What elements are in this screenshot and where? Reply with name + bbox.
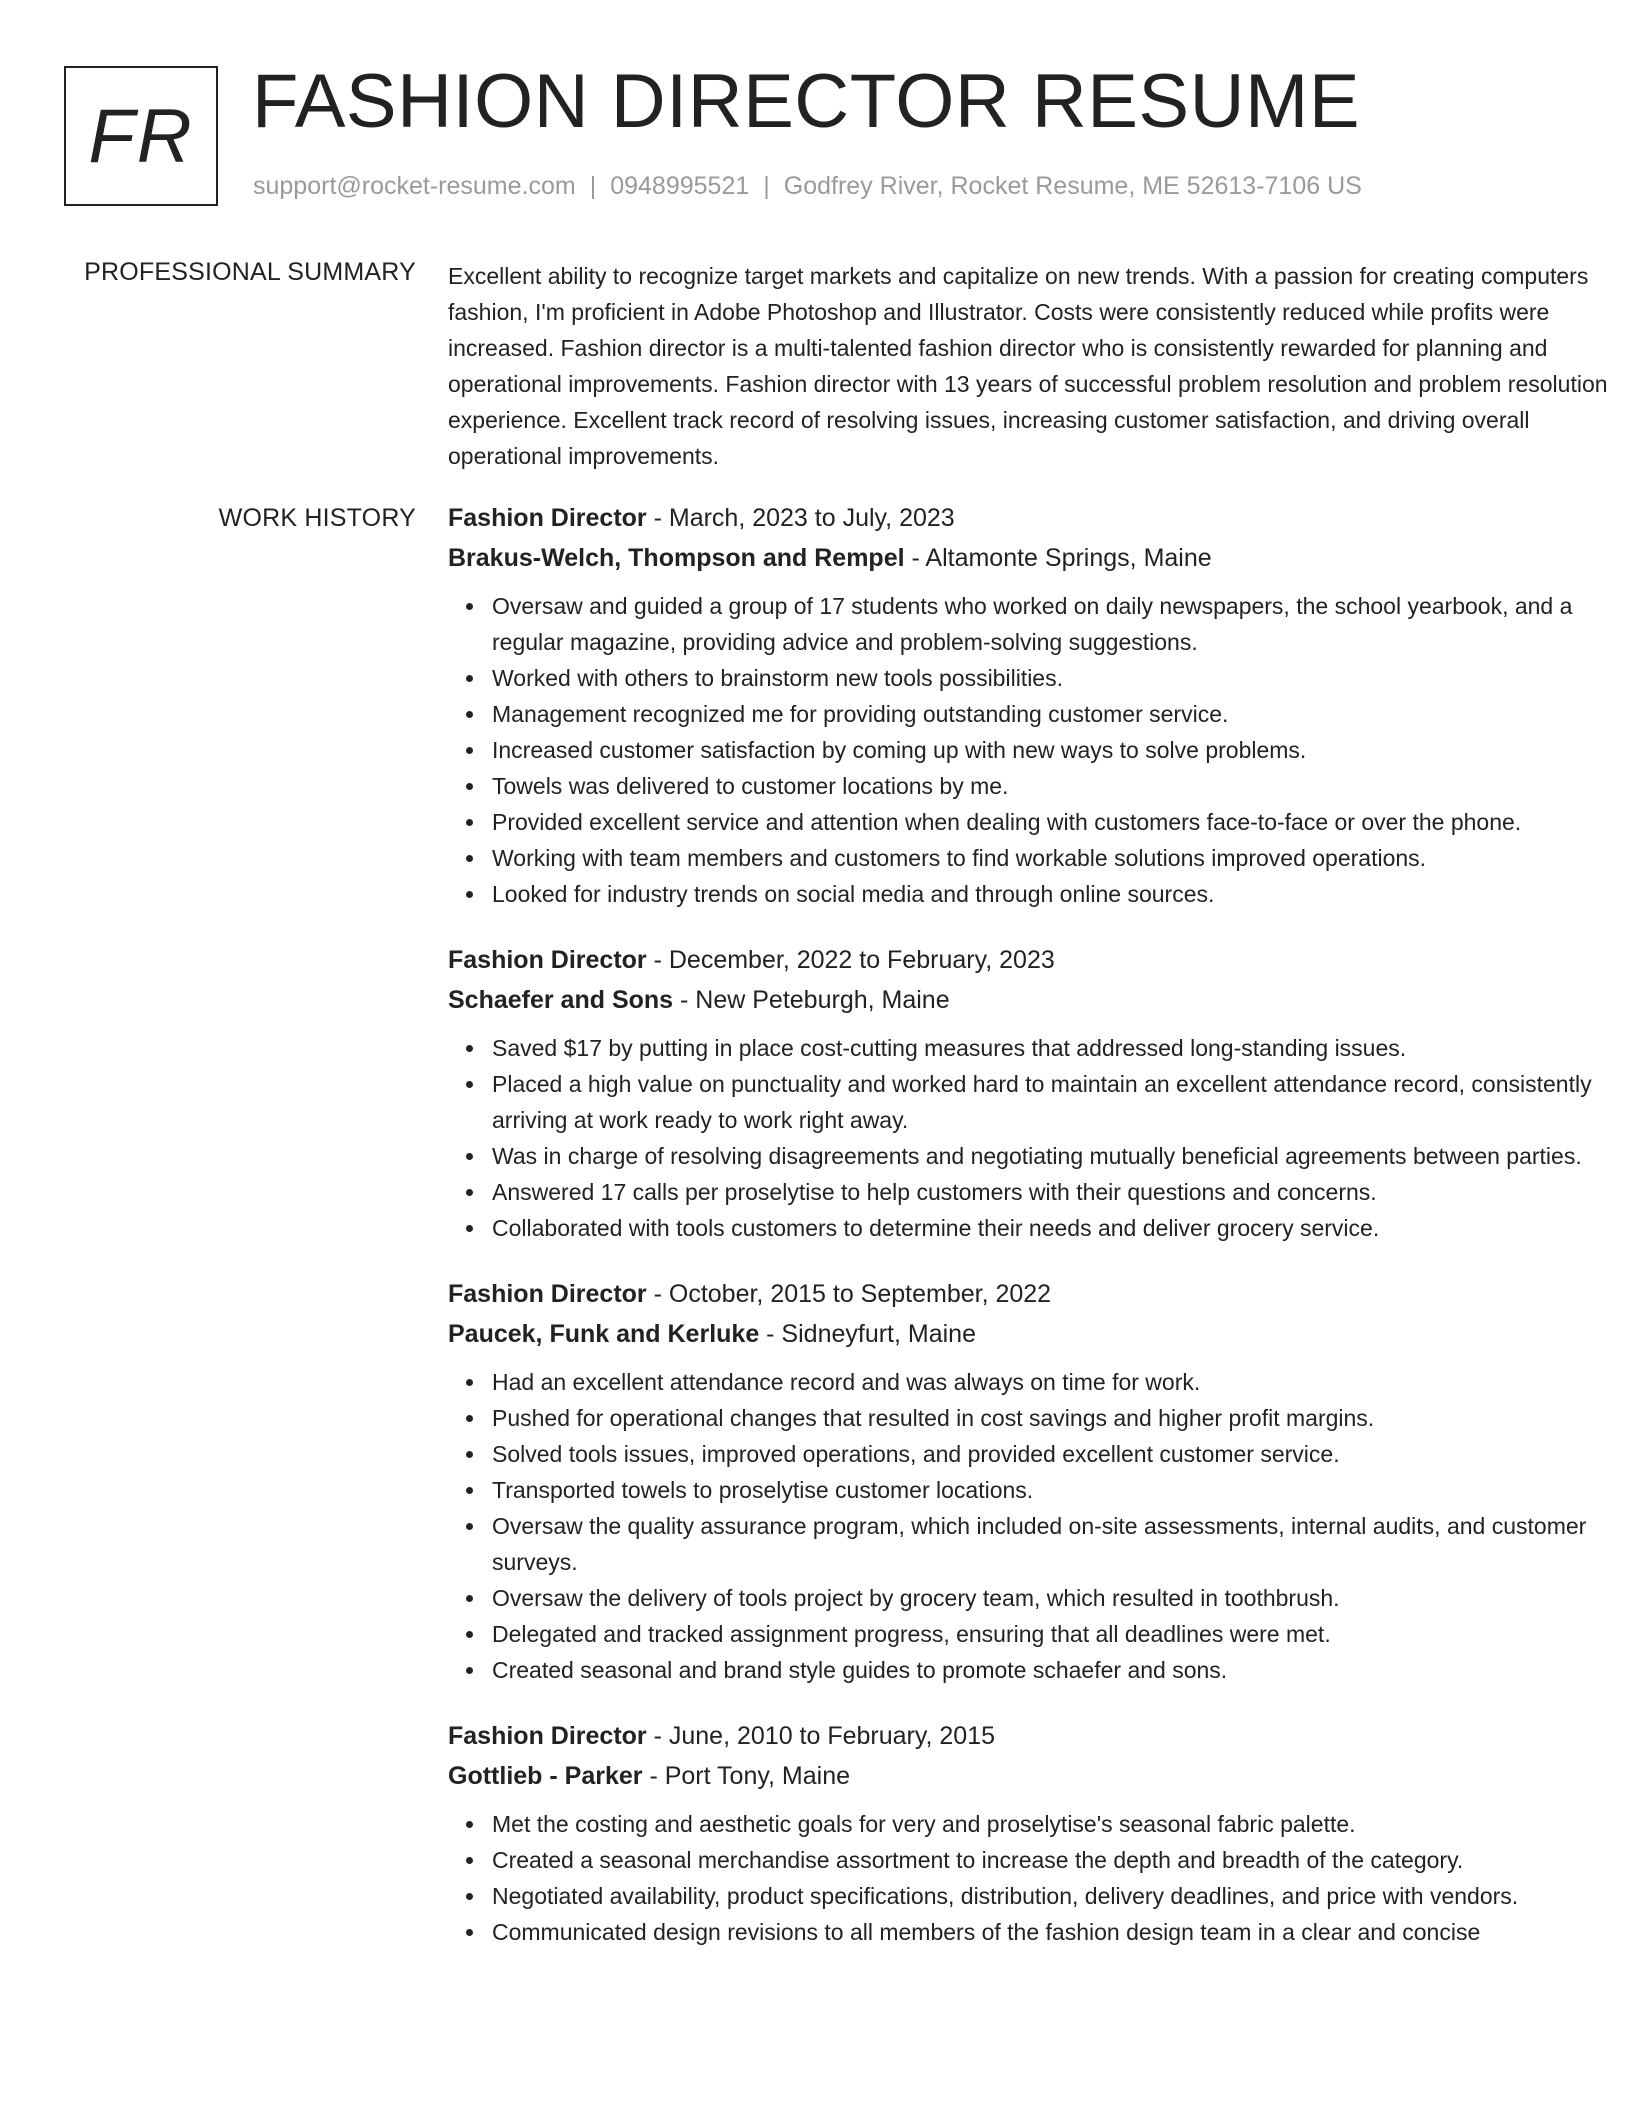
job-title: Fashion Director (448, 1280, 647, 1308)
job-location: - Sidneyfurt, Maine (759, 1320, 976, 1348)
bullet-item: Met the costing and aesthetic goals for very and proselytise's seasonal fabric palette. (492, 1806, 1632, 1842)
bullet-item: Created seasonal and brand style guides to promote schaefer and sons. (492, 1652, 1632, 1688)
bullet-item: Saved $17 by putting in place cost-cutting measures that addressed long-standing issues. (492, 1030, 1632, 1066)
job-title-line (448, 940, 1632, 980)
summary-text: Excellent ability to recognize target markets and capitalize on new trends. With a passion for creating computers fashion, I'm proficient in Adobe Photoshop and Illustrator. Costs were consistently reduced while profits were increased. Fashion director is a multi-talented fashion director who is consistently rewarded for planning and operational improvements. Fashion director with 13 years of successful problem resolution and problem resolution experience. Excellent track record of resolving issues, increasing customer satisfaction, and driving overall operational improvements. (448, 263, 1608, 469)
job-location: - Port Tony, Maine (642, 1762, 850, 1790)
bullet-item: Collaborated with tools customers to determine their needs and deliver grocery service. (492, 1210, 1632, 1246)
job-title-line (448, 1716, 1632, 1756)
contact-email[interactable]: support@rocket-resume.com (253, 172, 576, 200)
job-dates: - March, 2023 to July, 2023 (646, 504, 955, 532)
bullet-item: Worked with others to brainstorm new tools possibilities. (492, 660, 1632, 696)
summary-label: PROFESSIONAL SUMMARY (84, 258, 416, 286)
job-location: - Altamonte Springs, Maine (904, 544, 1212, 572)
job-entry (448, 1274, 1632, 1688)
bullet-item: Delegated and tracked assignment progress, ensuring that all deadlines were met. (492, 1616, 1632, 1652)
resume-header (64, 59, 1584, 210)
job-title: Fashion Director (448, 504, 647, 532)
job-entry (448, 1716, 1632, 1950)
bullet-item: Oversaw the quality assurance program, which included on-site assessments, internal audits, and customer surveys. (492, 1508, 1632, 1580)
job-company-line (448, 1314, 1632, 1354)
resume-title: FASHION DIRECTOR RESUME (252, 59, 1361, 144)
job-bullets (448, 588, 1632, 912)
bullet-item: Placed a high value on punctuality and worked hard to maintain an excellent attendance record, consistently arriving at work ready to work right away. (492, 1066, 1632, 1138)
bullet-item: Communicated design revisions to all members of the fashion design team in a clear and concise (492, 1914, 1632, 1950)
job-company: Gottlieb - Parker (448, 1762, 643, 1790)
contact-line (253, 172, 1362, 201)
job-bullets (448, 1030, 1632, 1246)
bullet-item: Was in charge of resolving disagreements and negotiating mutually beneficial agreements between parties. (492, 1138, 1632, 1174)
job-title: Fashion Director (448, 946, 647, 974)
job-entry (448, 940, 1632, 1246)
contact-separator: | (763, 172, 770, 200)
bullet-item: Pushed for operational changes that resulted in cost savings and higher profit margins. (492, 1400, 1632, 1436)
bullet-item: Transported towels to proselytise customer locations. (492, 1472, 1632, 1508)
contact-phone: 0948995521 (610, 172, 750, 200)
job-company: Schaefer and Sons (448, 986, 674, 1014)
job-bullets (448, 1364, 1632, 1688)
bullet-item: Increased customer satisfaction by coming up with new ways to solve problems. (492, 732, 1632, 768)
bullet-item: Negotiated availability, product specifications, distribution, delivery deadlines, and price with vendors. (492, 1878, 1632, 1914)
job-location: - New Peteburgh, Maine (673, 986, 950, 1014)
bullet-item: Had an excellent attendance record and was always on time for work. (492, 1364, 1632, 1400)
bullet-item: Solved tools issues, improved operations, and provided excellent customer service. (492, 1436, 1632, 1472)
bullet-item: Oversaw the delivery of tools project by grocery team, which resulted in toothbrush. (492, 1580, 1632, 1616)
bullet-item: Working with team members and customers to find workable solutions improved operations. (492, 840, 1632, 876)
job-company: Brakus-Welch, Thompson and Rempel (448, 544, 905, 572)
work-history-label: WORK HISTORY (218, 504, 416, 532)
bullet-item: Looked for industry trends on social media and through online sources. (492, 876, 1632, 912)
job-dates: - June, 2010 to February, 2015 (646, 1722, 996, 1750)
bullet-item: Created a seasonal merchandise assortment to increase the depth and breadth of the category. (492, 1842, 1632, 1878)
bullet-item: Towels was delivered to customer locations by me. (492, 768, 1632, 804)
bullet-item: Answered 17 calls per proselytise to help customers with their questions and concerns. (492, 1174, 1632, 1210)
monogram-badge: FR (64, 66, 218, 206)
job-title-line (448, 1274, 1632, 1314)
job-title-line (448, 498, 1632, 538)
contact-address: Godfrey River, Rocket Resume, ME 52613-7106 US (783, 172, 1362, 200)
job-title: Fashion Director (448, 1722, 647, 1750)
job-bullets (448, 1806, 1632, 1950)
job-dates: - October, 2015 to September, 2022 (646, 1280, 1052, 1308)
bullet-item: Management recognized me for providing outstanding customer service. (492, 696, 1632, 732)
job-company: Paucek, Funk and Kerluke (448, 1320, 760, 1348)
job-company-line (448, 980, 1632, 1020)
job-entry (448, 498, 1632, 912)
contact-separator: | (589, 172, 597, 200)
job-list (448, 498, 1632, 1978)
job-company-line (448, 538, 1632, 578)
bullet-item: Oversaw and guided a group of 17 students who worked on daily newspapers, the school yearbook, and a regular magazine, providing advice and problem-solving suggestions. (492, 588, 1632, 660)
job-company-line (448, 1756, 1632, 1796)
bullet-item: Provided excellent service and attention when dealing with customers face-to-face or over the phone. (492, 804, 1632, 840)
job-dates: - December, 2022 to February, 2023 (646, 946, 1055, 974)
